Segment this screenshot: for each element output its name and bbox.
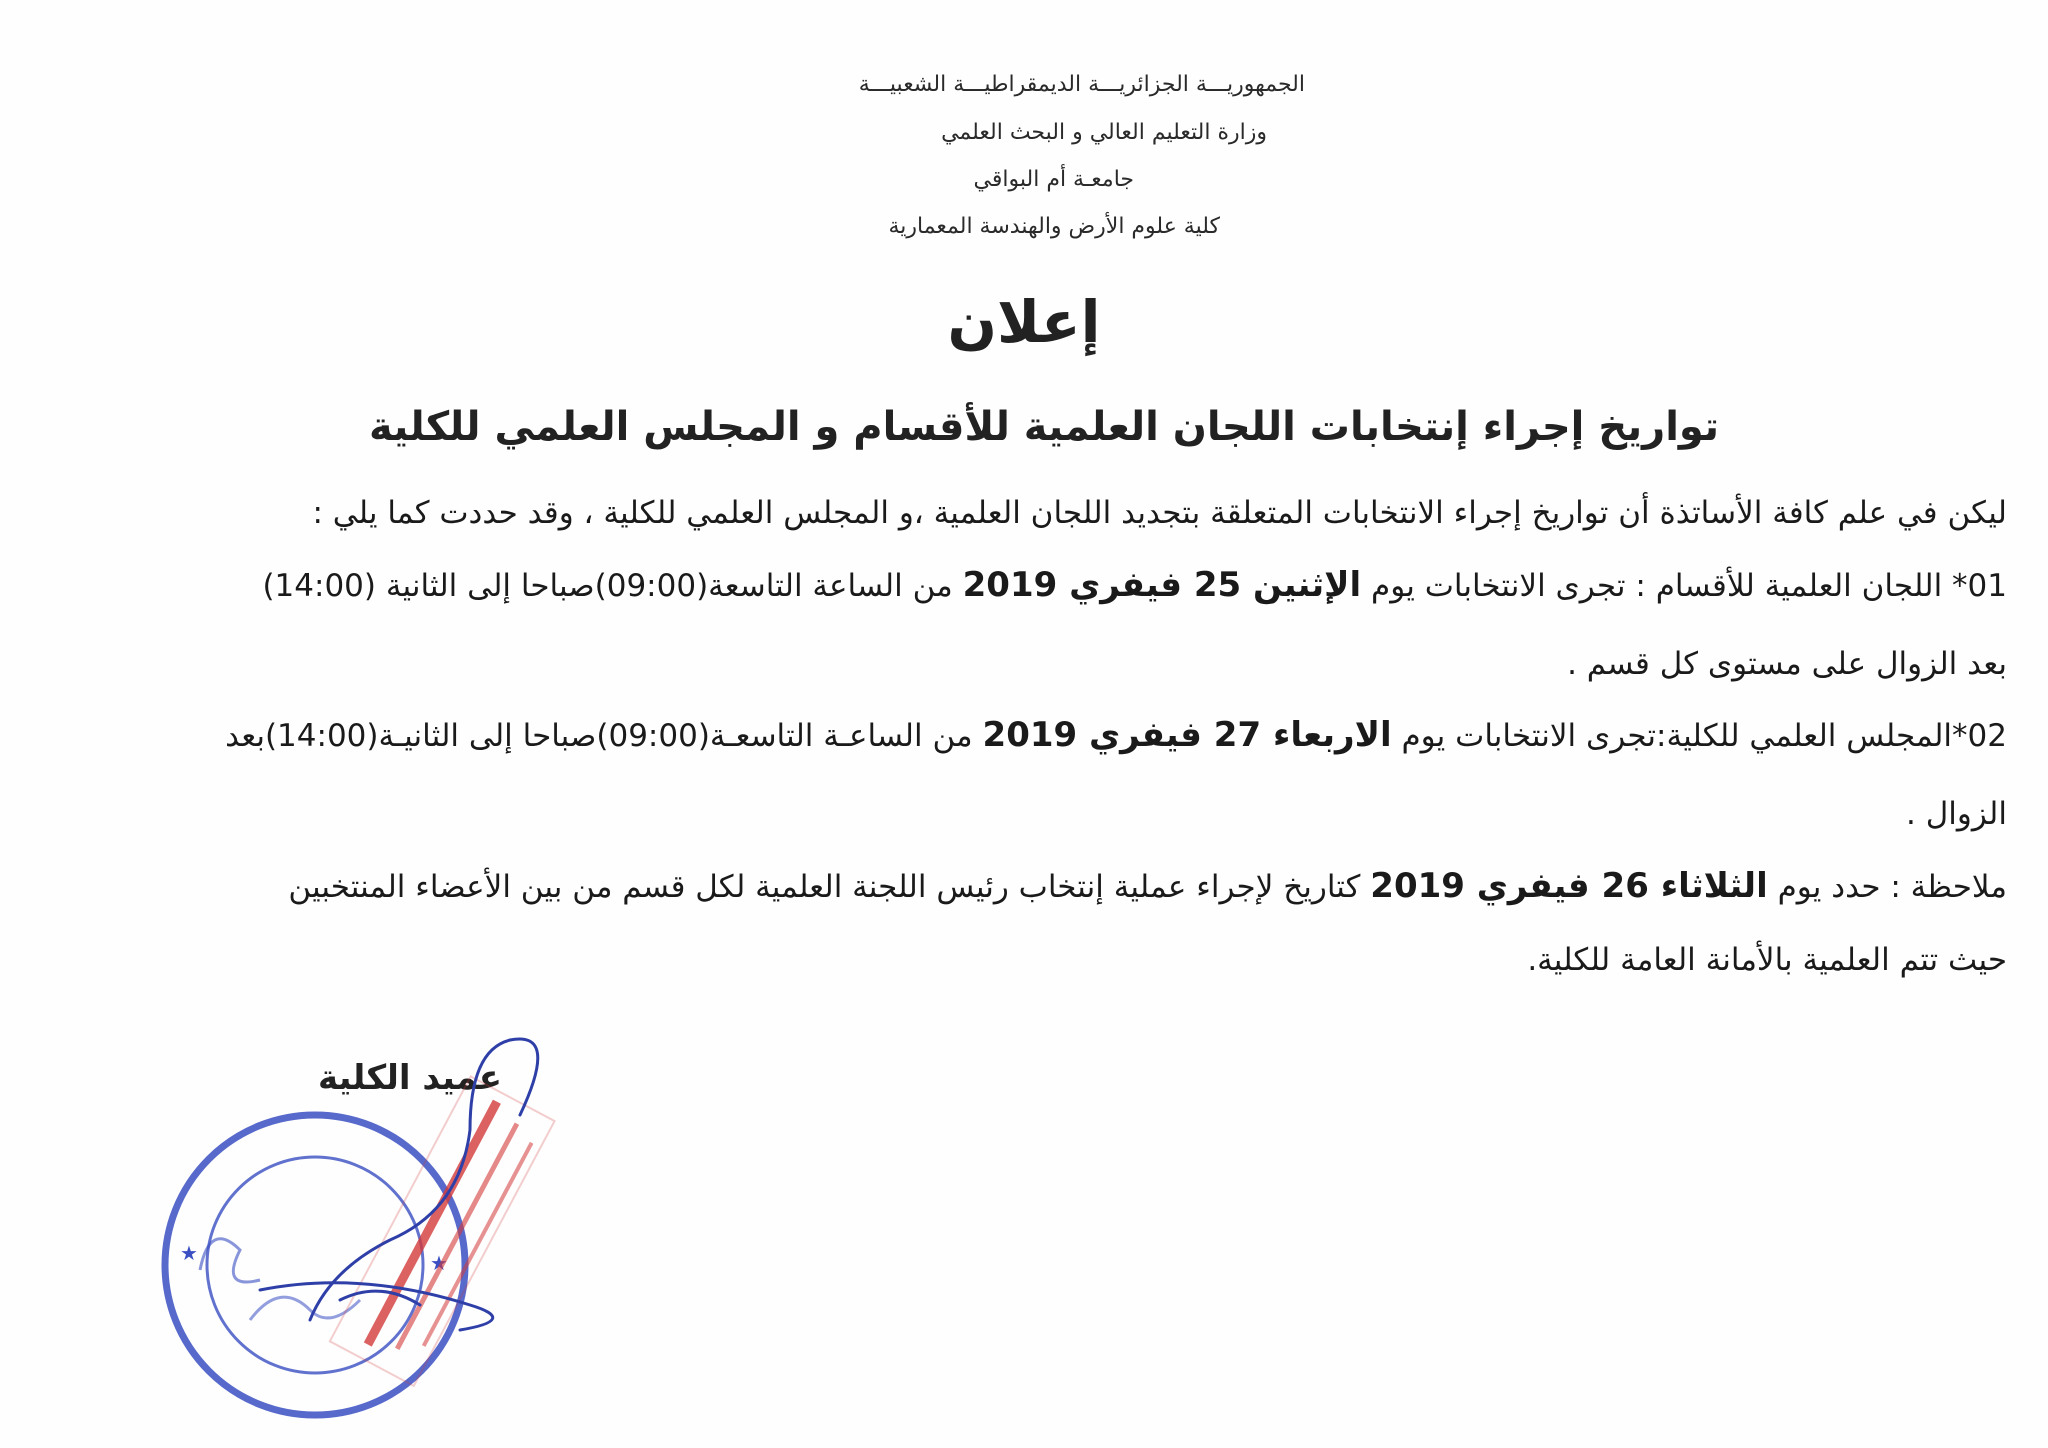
item1-text-end: من الساعة التاسعة(09:00)صباحا إلى الثانية (14:00) bbox=[262, 568, 953, 604]
item2-line2: الزوال . bbox=[1906, 796, 2007, 832]
note-line1 bbox=[288, 866, 2007, 906]
header-republic: الجمهوريـــة الجزائريـــة الديمقراطيـــة الشعبيـــة bbox=[858, 72, 1305, 97]
note-date: الثلاثاء 26 فيفري 2019 bbox=[1370, 866, 1768, 906]
item1-date: الإثنين 25 فيفري 2019 bbox=[962, 565, 1362, 605]
item1-text-start: 01* اللجان العلمية للأقسام : تجرى الانتخابات يوم bbox=[1371, 568, 2007, 604]
item2-text-end: من الساعـة التاسعـة(09:00)صباحا إلى الثانيـة(14:00)بعد bbox=[225, 718, 973, 754]
note-text-start: ملاحظة : حدد يوم bbox=[1777, 869, 2007, 905]
svg-text:★: ★ bbox=[430, 1251, 448, 1275]
intro-paragraph: ليكن في علم كافة الأساتذة أن تواريخ إجراء الانتخابات المتعلقة بتجديد اللجان العلمية ،و المجلس العلمي للكلية ، وقد حددت كما يلي : bbox=[312, 495, 2007, 531]
item1-line2: بعد الزوال على مستوى كل قسم . bbox=[1567, 646, 2007, 682]
note-line2: حيث تتم العلمية بالأمانة العامة للكلية. bbox=[1527, 942, 2007, 978]
item2-line1 bbox=[225, 715, 2007, 755]
header-faculty: كلية علوم الأرض والهندسة المعمارية bbox=[888, 214, 1220, 239]
item1-line1 bbox=[262, 565, 2007, 605]
item2-date: الاربعاء 27 فيفري 2019 bbox=[982, 715, 1392, 755]
note-text-end: كتاريخ لإجراء عملية إنتخاب رئيس اللجنة العلمية لكل قسم من بين الأعضاء المنتخبين bbox=[288, 869, 1361, 905]
dean-label: عميد الكلية bbox=[318, 1058, 502, 1098]
university-stamp-icon bbox=[165, 1115, 465, 1415]
announcement-subject: تواريخ إجراء إنتخابات اللجان العلمية للأقسام و المجلس العلمي للكلية bbox=[369, 404, 1719, 450]
header-university: جامعـة أم البواقي bbox=[973, 167, 1134, 192]
stamp-and-signature bbox=[140, 1020, 600, 1448]
item2-text-start: 02*المجلس العلمي للكلية:تجرى الانتخابات يوم bbox=[1401, 718, 2007, 754]
header-ministry: وزارة التعليم العالي و البحث العلمي bbox=[941, 120, 1267, 145]
announcement-title: إعلان bbox=[947, 288, 1101, 356]
svg-text:★: ★ bbox=[180, 1241, 198, 1265]
